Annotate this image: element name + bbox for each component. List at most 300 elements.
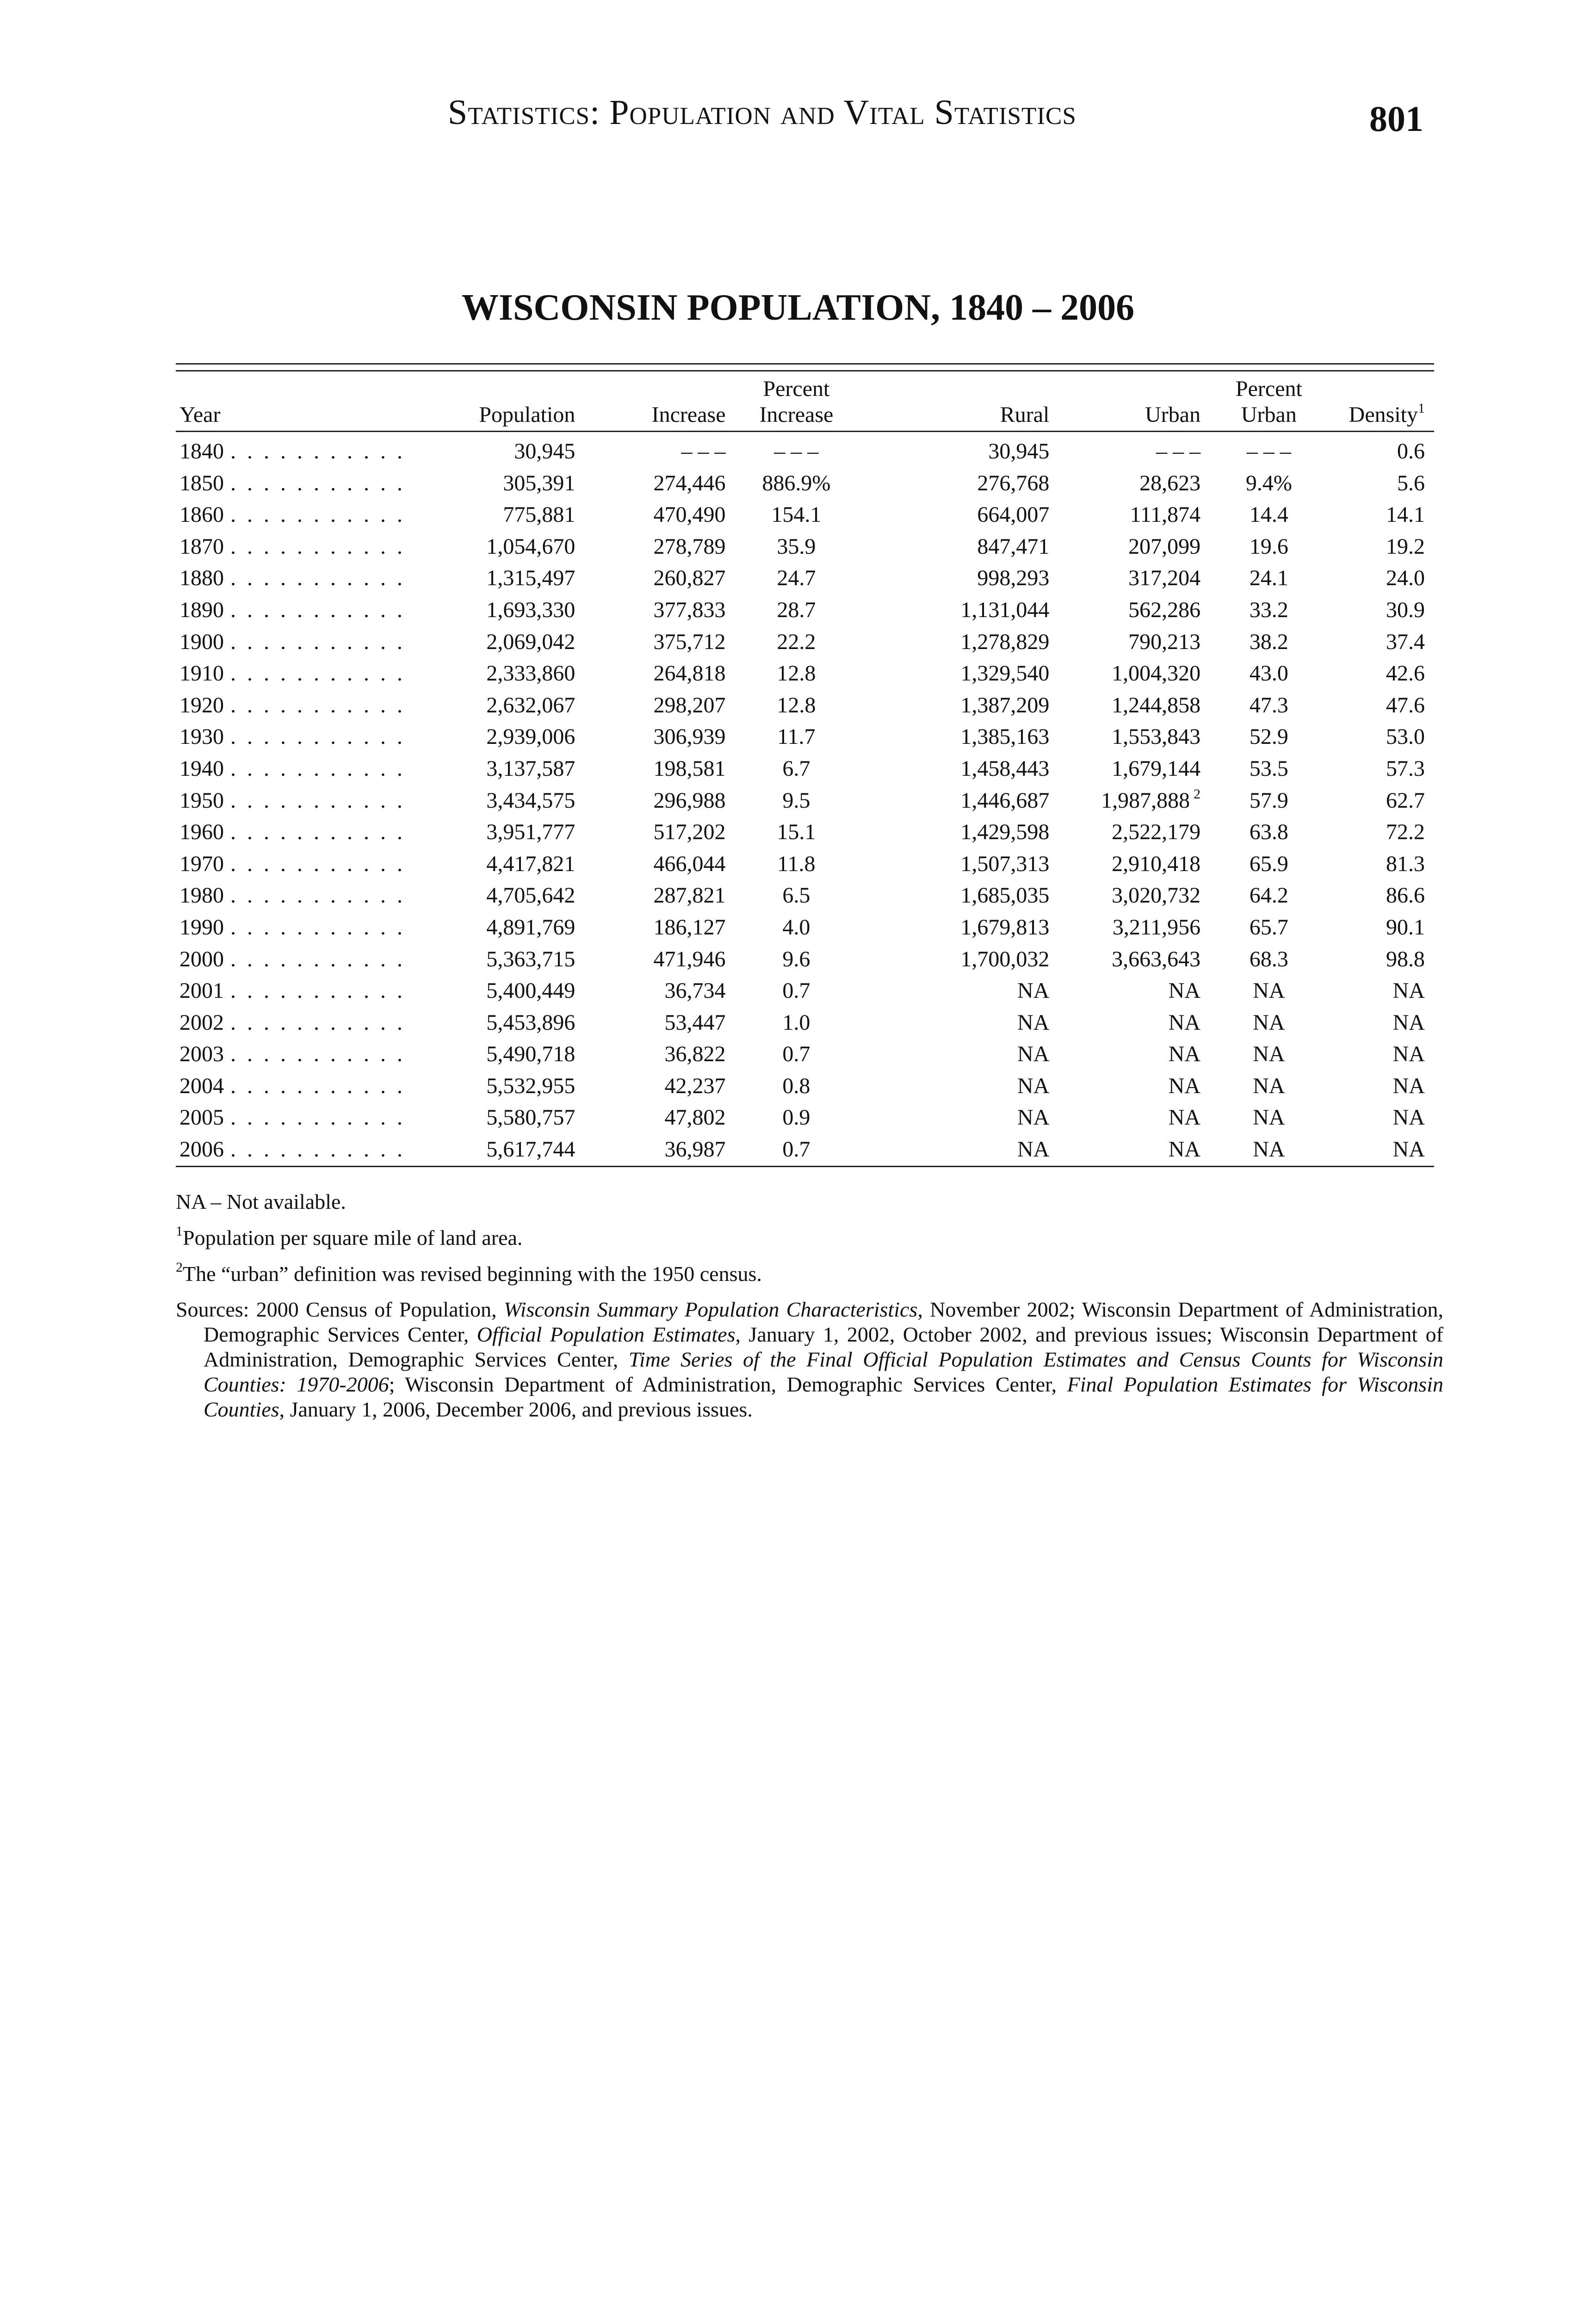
cell-population <box>411 753 575 785</box>
cell-population-value: 3,434,575 <box>486 788 575 813</box>
cell-density-value: 24.0 <box>1386 566 1425 591</box>
cell-increase-value: 306,939 <box>653 724 726 749</box>
cell-increase <box>575 563 725 594</box>
cell-rural <box>867 753 1049 785</box>
cell-population <box>411 1134 575 1166</box>
cell-pct-increase <box>726 1134 867 1166</box>
cell-pct-urban-value: NA <box>1253 1010 1285 1035</box>
cell-rural-value: 1,685,035 <box>960 883 1050 908</box>
cell-population <box>411 658 575 690</box>
cell-density-value: 19.2 <box>1386 534 1425 559</box>
cell-population-value: 4,705,642 <box>486 883 575 908</box>
cell-urban <box>1049 1070 1200 1102</box>
cell-increase <box>575 1070 725 1102</box>
cell-pct-urban <box>1200 975 1337 1007</box>
cell-rural <box>867 432 1049 468</box>
dot-leader: . . . . . . . . . . . <box>230 851 405 876</box>
cell-increase <box>575 721 725 753</box>
cell-urban-value: 111,874 <box>1130 502 1201 527</box>
cell-increase <box>575 499 725 531</box>
cell-urban-value: NA <box>1168 978 1201 1003</box>
cell-pct-increase <box>726 721 867 753</box>
cell-density <box>1337 848 1434 880</box>
sources-text-4: ; Wisconsin Department of Administration, Demographic Services Center, <box>389 1373 1067 1396</box>
cell-pct-increase-value: 6.7 <box>782 756 810 781</box>
cell-pct-increase <box>726 785 867 817</box>
cell-pct-urban <box>1200 721 1337 753</box>
cell-year-value: 1890 <box>179 597 224 622</box>
dot-leader: . . . . . . . . . . . <box>230 915 405 940</box>
cell-rural <box>867 1070 1049 1102</box>
cell-population-value: 1,693,330 <box>486 597 575 622</box>
table-row <box>176 816 1434 848</box>
cell-rural <box>867 816 1049 848</box>
col-header-percent-urban <box>1200 371 1337 432</box>
cell-rural-value: 998,293 <box>977 566 1050 591</box>
cell-population-value: 5,532,955 <box>486 1073 575 1098</box>
cell-rural <box>867 690 1049 722</box>
cell-year-value: 1850 <box>179 470 224 495</box>
cell-pct-increase-value: 9.5 <box>782 788 810 813</box>
dot-leader: . . . . . . . . . . . <box>230 502 405 527</box>
cell-population <box>411 432 575 468</box>
cell-urban <box>1049 785 1200 817</box>
cell-pct-increase-value: – – – <box>774 439 819 464</box>
cell-increase-value: 36,987 <box>664 1137 726 1162</box>
dot-leader: . . . . . . . . . . . <box>230 788 405 813</box>
cell-year <box>176 944 411 976</box>
col-header-year: Year <box>176 371 411 432</box>
cell-urban <box>1049 690 1200 722</box>
footnote-2 <box>176 1261 1443 1287</box>
cell-pct-increase <box>726 753 867 785</box>
cell-increase-value: 42,237 <box>664 1073 726 1098</box>
table-row <box>176 1102 1434 1134</box>
cell-pct-increase <box>726 1007 867 1039</box>
cell-population <box>411 531 575 563</box>
cell-pct-urban-value: 14.4 <box>1249 502 1288 527</box>
cell-rural <box>867 721 1049 753</box>
cell-increase <box>575 594 725 626</box>
cell-pct-urban <box>1200 1102 1337 1134</box>
cell-pct-increase <box>726 626 867 658</box>
cell-population-value: 5,453,896 <box>486 1010 575 1035</box>
cell-urban <box>1049 1039 1200 1070</box>
cell-urban <box>1049 975 1200 1007</box>
cell-pct-increase <box>726 1102 867 1134</box>
cell-urban <box>1049 531 1200 563</box>
cell-pct-urban <box>1200 1007 1337 1039</box>
cell-population <box>411 626 575 658</box>
cell-urban <box>1049 563 1200 594</box>
cell-rural-value: NA <box>1017 978 1050 1003</box>
sources-title-2: Official Population Estimates <box>476 1323 736 1346</box>
cell-urban-value: NA <box>1168 1010 1201 1035</box>
cell-year-value: 1900 <box>179 629 224 654</box>
cell-population-value: 4,891,769 <box>486 915 575 940</box>
col-header-percent-increase <box>726 371 867 432</box>
cell-density-value: NA <box>1392 1042 1425 1067</box>
cell-increase <box>575 626 725 658</box>
cell-pct-increase <box>726 912 867 944</box>
cell-urban <box>1049 468 1200 500</box>
dot-leader: . . . . . . . . . . . <box>230 629 405 654</box>
cell-urban-value: 317,204 <box>1128 566 1201 591</box>
cell-population <box>411 1070 575 1102</box>
cell-increase <box>575 944 725 976</box>
cell-increase <box>575 531 725 563</box>
cell-pct-urban <box>1200 690 1337 722</box>
cell-pct-urban <box>1200 1070 1337 1102</box>
cell-pct-urban-value: NA <box>1253 1073 1285 1098</box>
cell-pct-urban-value: 52.9 <box>1249 724 1288 749</box>
cell-density <box>1337 563 1434 594</box>
cell-urban-value: 3,020,732 <box>1112 883 1201 908</box>
cell-rural <box>867 658 1049 690</box>
cell-pct-increase-value: 15.1 <box>777 820 816 845</box>
cell-population <box>411 816 575 848</box>
cell-pct-urban <box>1200 785 1337 817</box>
cell-population <box>411 690 575 722</box>
cell-population <box>411 880 575 912</box>
cell-population <box>411 912 575 944</box>
cell-year <box>176 1134 411 1166</box>
cell-year-value: 1880 <box>179 566 224 591</box>
col-header-rural: Rural <box>867 371 1049 432</box>
cell-rural-value: 1,131,044 <box>960 597 1050 622</box>
cell-pct-increase-value: 24.7 <box>777 566 816 591</box>
cell-increase <box>575 1134 725 1166</box>
cell-density <box>1337 468 1434 500</box>
cell-increase <box>575 975 725 1007</box>
cell-pct-urban <box>1200 468 1337 500</box>
col-header-percent-urban-line1: Percent <box>1235 377 1302 401</box>
page-number: 801 <box>1369 99 1423 139</box>
table-row <box>176 912 1434 944</box>
cell-urban-value: NA <box>1168 1042 1201 1067</box>
cell-urban-value: 1,553,843 <box>1112 724 1201 749</box>
cell-urban <box>1049 499 1200 531</box>
cell-year-value: 2001 <box>179 978 224 1003</box>
cell-population <box>411 721 575 753</box>
cell-rural-value: NA <box>1017 1073 1050 1098</box>
cell-year <box>176 912 411 944</box>
cell-year-value: 1970 <box>179 851 224 876</box>
cell-population <box>411 468 575 500</box>
cell-density <box>1337 785 1434 817</box>
cell-year-value: 2004 <box>179 1073 224 1098</box>
cell-density <box>1337 975 1434 1007</box>
top-double-rule <box>176 363 1434 371</box>
cell-increase-value: 471,946 <box>653 946 726 971</box>
cell-rural-value: 1,507,313 <box>960 851 1050 876</box>
cell-pct-urban-value: 53.5 <box>1249 756 1288 781</box>
cell-rural-value: 1,387,209 <box>960 693 1050 717</box>
cell-density-value: 86.6 <box>1386 883 1425 908</box>
dot-leader: . . . . . . . . . . . <box>230 566 405 591</box>
cell-increase-value: 466,044 <box>653 851 726 876</box>
cell-pct-increase-value: 11.7 <box>777 724 816 749</box>
cell-pct-increase-value: 0.9 <box>782 1105 810 1130</box>
cell-pct-urban-value: 68.3 <box>1249 946 1288 971</box>
sources-title-3: Time Series of the Final Official Population Estimates and Census Counts for Wisconsin Counties: 1970-2006 <box>204 1348 1443 1396</box>
cell-year-value: 1960 <box>179 820 224 845</box>
cell-pct-urban-value: 38.2 <box>1249 629 1288 654</box>
cell-year-value: 1950 <box>179 788 224 813</box>
cell-pct-urban-value: – – – <box>1246 439 1291 464</box>
cell-pct-increase-value: 35.9 <box>777 534 816 559</box>
col-header-percent-increase-line2: Increase <box>759 402 834 427</box>
cell-population-value: 5,580,757 <box>486 1105 575 1130</box>
cell-urban <box>1049 816 1200 848</box>
table-header-row <box>176 371 1434 432</box>
cell-rural-value: 847,471 <box>977 534 1050 559</box>
cell-population-value: 2,632,067 <box>486 693 575 717</box>
cell-density <box>1337 658 1434 690</box>
cell-pct-urban-value: 24.1 <box>1249 566 1288 591</box>
cell-pct-urban-value: 65.9 <box>1249 851 1288 876</box>
table-row <box>176 975 1434 1007</box>
cell-year <box>176 1007 411 1039</box>
sources-text-1: Sources: 2000 Census of Population, <box>176 1298 504 1321</box>
cell-population-value: 3,951,777 <box>486 820 575 845</box>
cell-increase <box>575 753 725 785</box>
cell-pct-urban-value: NA <box>1253 1105 1285 1130</box>
cell-density-value: 0.6 <box>1397 439 1425 464</box>
cell-pct-urban-value: NA <box>1253 1042 1285 1067</box>
table-row <box>176 432 1434 468</box>
cell-urban <box>1049 721 1200 753</box>
cell-year <box>176 531 411 563</box>
cell-increase-value: 47,802 <box>664 1105 726 1130</box>
cell-year-value: 2005 <box>179 1105 224 1130</box>
cell-pct-increase-value: 4.0 <box>782 915 810 940</box>
cell-rural-value: 664,007 <box>977 502 1050 527</box>
cell-rural <box>867 1102 1049 1134</box>
cell-density <box>1337 499 1434 531</box>
cell-pct-urban-value: 19.6 <box>1249 534 1288 559</box>
cell-increase <box>575 658 725 690</box>
cell-density <box>1337 1070 1434 1102</box>
cell-population-value: 5,400,449 <box>486 978 575 1003</box>
cell-density-value: 14.1 <box>1386 502 1425 527</box>
cell-increase-value: 260,827 <box>653 566 726 591</box>
cell-pct-increase-value: 12.8 <box>777 693 816 717</box>
cell-year-value: 2006 <box>179 1137 224 1162</box>
dot-leader: . . . . . . . . . . . <box>230 978 405 1003</box>
cell-pct-increase-value: 0.7 <box>782 978 810 1003</box>
dot-leader: . . . . . . . . . . . <box>230 534 405 559</box>
cell-pct-urban-value: 33.2 <box>1249 597 1288 622</box>
cell-rural <box>867 499 1049 531</box>
cell-rural <box>867 1007 1049 1039</box>
sources-title-4: Final Population Estimates for Wisconsin Counties <box>204 1373 1443 1421</box>
cell-pct-increase <box>726 563 867 594</box>
cell-year-value: 2002 <box>179 1010 224 1035</box>
cell-population <box>411 499 575 531</box>
cell-increase-value: 278,789 <box>653 534 726 559</box>
cell-year <box>176 785 411 817</box>
cell-rural <box>867 785 1049 817</box>
cell-pct-increase <box>726 944 867 976</box>
table-row <box>176 1134 1434 1166</box>
cell-urban-value: 1,004,320 <box>1112 661 1201 686</box>
cell-population-value: 5,490,718 <box>486 1042 575 1067</box>
cell-urban <box>1049 432 1200 468</box>
dot-leader: . . . . . . . . . . . <box>230 1042 405 1067</box>
cell-pct-increase <box>726 816 867 848</box>
cell-population-value: 30,945 <box>514 439 575 464</box>
sources-text-3: , January 1, 2002, October 2002, and previous issues; Wisconsin Department of Administration, Demographic Services Center, <box>204 1323 1443 1371</box>
cell-rural <box>867 626 1049 658</box>
cell-rural-value: 1,278,829 <box>960 629 1050 654</box>
cell-increase-value: 186,127 <box>653 915 726 940</box>
cell-pct-increase <box>726 658 867 690</box>
cell-urban-value: 1,987,888 <box>1101 788 1190 813</box>
sources-text-2: , November 2002; Wisconsin Department of Administration, Demographic Services Center, <box>204 1298 1444 1346</box>
cell-population <box>411 1007 575 1039</box>
cell-rural-value: 276,768 <box>977 470 1050 495</box>
cell-year-value: 1980 <box>179 883 224 908</box>
cell-population <box>411 848 575 880</box>
dot-leader: . . . . . . . . . . . <box>230 661 405 686</box>
cell-pct-urban <box>1200 626 1337 658</box>
cell-population-value: 1,054,670 <box>486 534 575 559</box>
cell-density-value: NA <box>1392 1073 1425 1098</box>
cell-urban <box>1049 1102 1200 1134</box>
dot-leader: . . . . . . . . . . . <box>230 470 405 495</box>
footnote-2-mark: 2 <box>176 1260 183 1275</box>
dot-leader: . . . . . . . . . . . <box>230 693 405 717</box>
cell-pct-increase <box>726 690 867 722</box>
cell-urban <box>1049 848 1200 880</box>
cell-year <box>176 848 411 880</box>
cell-pct-urban <box>1200 912 1337 944</box>
cell-pct-urban <box>1200 1134 1337 1166</box>
cell-pct-increase-value: 28.7 <box>777 597 816 622</box>
cell-year <box>176 721 411 753</box>
cell-population-value: 3,137,587 <box>486 756 575 781</box>
population-table-container <box>176 363 1434 1167</box>
table-row <box>176 848 1434 880</box>
cell-pct-increase <box>726 848 867 880</box>
cell-urban-value: 3,663,643 <box>1112 946 1201 971</box>
cell-pct-urban <box>1200 499 1337 531</box>
table-row <box>176 721 1434 753</box>
cell-year <box>176 626 411 658</box>
cell-pct-urban-value: 43.0 <box>1249 661 1288 686</box>
cell-density <box>1337 432 1434 468</box>
cell-urban <box>1049 944 1200 976</box>
cell-rural <box>867 975 1049 1007</box>
cell-urban-value: 1,679,144 <box>1112 756 1201 781</box>
table-row <box>176 531 1434 563</box>
cell-increase <box>575 848 725 880</box>
cell-density <box>1337 1102 1434 1134</box>
cell-rural-value: 30,945 <box>988 439 1050 464</box>
cell-increase-value: 36,822 <box>664 1042 726 1067</box>
cell-pct-urban-value: 47.3 <box>1249 693 1288 717</box>
table-title: WISCONSIN POPULATION, 1840 – 2006 <box>461 287 1135 328</box>
cell-urban <box>1049 594 1200 626</box>
cell-pct-increase-value: 0.7 <box>782 1137 810 1162</box>
cell-increase <box>575 468 725 500</box>
cell-pct-urban <box>1200 658 1337 690</box>
cell-pct-increase <box>726 594 867 626</box>
cell-pct-increase <box>726 975 867 1007</box>
cell-year-value: 1910 <box>179 661 224 686</box>
cell-urban <box>1049 880 1200 912</box>
cell-urban-value: 562,286 <box>1128 597 1201 622</box>
table-row <box>176 658 1434 690</box>
cell-density-value: 90.1 <box>1386 915 1425 940</box>
cell-density <box>1337 626 1434 658</box>
cell-rural <box>867 468 1049 500</box>
cell-population-value: 1,315,497 <box>486 566 575 591</box>
cell-year <box>176 1102 411 1134</box>
cell-pct-increase <box>726 880 867 912</box>
cell-increase-value: 274,446 <box>653 470 726 495</box>
cell-pct-increase-value: 9.6 <box>782 946 810 971</box>
dot-leader: . . . . . . . . . . . <box>230 1137 405 1162</box>
cell-year-value: 1920 <box>179 693 224 717</box>
cell-density <box>1337 912 1434 944</box>
cell-increase <box>575 690 725 722</box>
cell-pct-increase-value: 886.9% <box>762 470 831 495</box>
table-row <box>176 690 1434 722</box>
cell-pct-increase <box>726 531 867 563</box>
cell-population <box>411 563 575 594</box>
cell-year <box>176 753 411 785</box>
dot-leader: . . . . . . . . . . . <box>230 1073 405 1098</box>
table-row <box>176 563 1434 594</box>
cell-rural-value: NA <box>1017 1137 1050 1162</box>
table-row <box>176 1039 1434 1070</box>
table-row <box>176 1070 1434 1102</box>
cell-year <box>176 880 411 912</box>
cell-density <box>1337 1134 1434 1166</box>
cell-increase-value: – – – <box>681 439 726 464</box>
cell-pct-urban <box>1200 848 1337 880</box>
cell-pct-increase <box>726 1070 867 1102</box>
cell-density-value: 47.6 <box>1386 693 1425 717</box>
cell-urban-value: 790,213 <box>1128 629 1201 654</box>
cell-pct-urban-value: NA <box>1253 1137 1285 1162</box>
cell-pct-increase <box>726 499 867 531</box>
cell-year <box>176 563 411 594</box>
col-header-increase: Increase <box>575 371 725 432</box>
cell-pct-increase-value: 154.1 <box>771 502 822 527</box>
cell-pct-urban-value: 63.8 <box>1249 820 1288 845</box>
cell-pct-urban-value: 57.9 <box>1249 788 1288 813</box>
cell-rural <box>867 563 1049 594</box>
cell-density-value: 37.4 <box>1386 629 1425 654</box>
cell-year <box>176 658 411 690</box>
cell-rural-value: 1,458,443 <box>960 756 1050 781</box>
cell-pct-urban-value: 9.4% <box>1245 470 1292 495</box>
cell-population-value: 2,333,860 <box>486 661 575 686</box>
footnote-2-text: The “urban” definition was revised beginning with the 1950 census. <box>183 1262 762 1286</box>
cell-pct-increase <box>726 432 867 468</box>
cell-pct-increase-value: 1.0 <box>782 1010 810 1035</box>
cell-density-value: 57.3 <box>1386 756 1425 781</box>
cell-density <box>1337 753 1434 785</box>
dot-leader: . . . . . . . . . . . <box>230 439 405 464</box>
table-row <box>176 785 1434 817</box>
col-header-percent-urban-line2: Urban <box>1241 402 1297 427</box>
cell-pct-urban <box>1200 816 1337 848</box>
dot-leader: . . . . . . . . . . . <box>230 946 405 971</box>
